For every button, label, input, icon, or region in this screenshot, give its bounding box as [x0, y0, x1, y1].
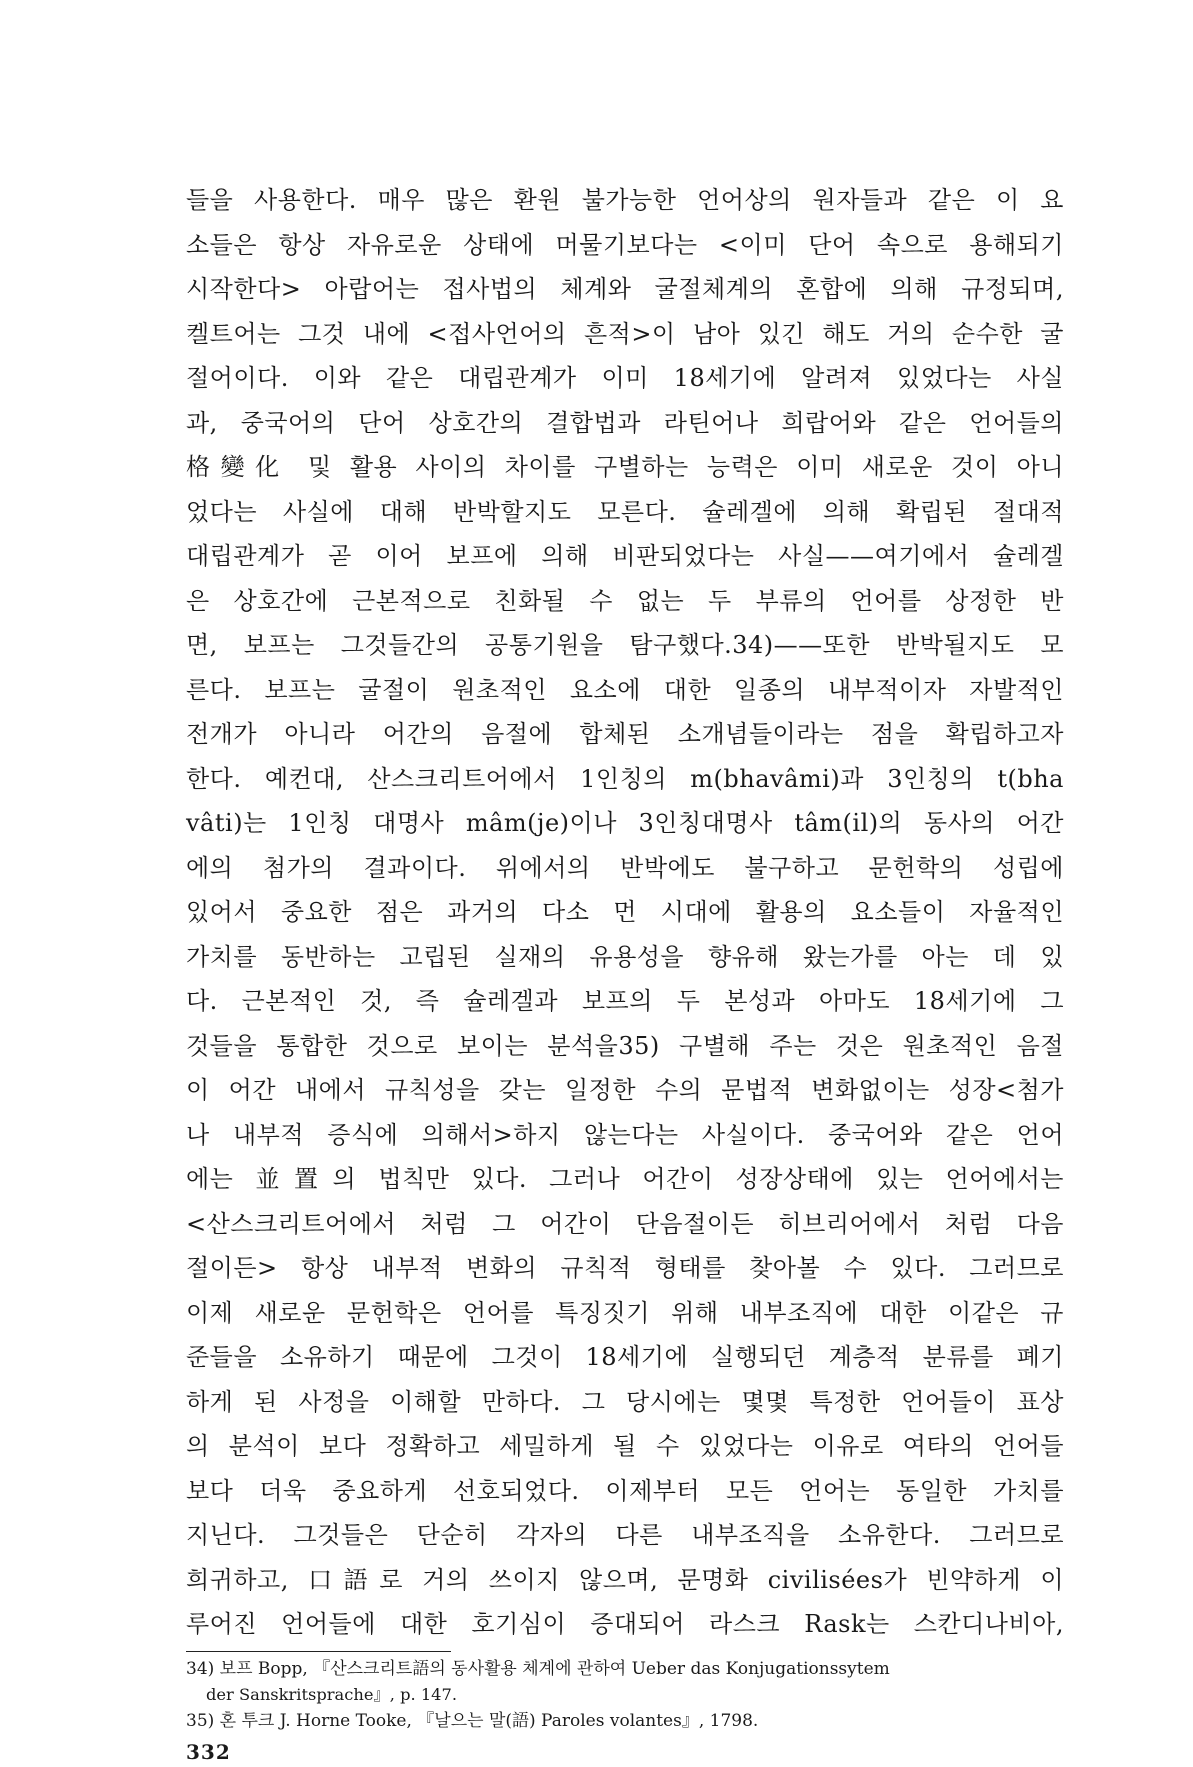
text-line: 대립관계가 곧 이어 보프에 의해 비판되었다는 사실——여기에서 슐레겔 — [186, 542, 1064, 570]
text-line: 었다는 사실에 대해 반박할지도 모른다. 슐레겔에 의해 확립된 절대적 — [186, 497, 1064, 526]
text-line: 이 어간 내에서 규칙성을 갖는 일정한 수의 문법적 변화없이는 성장<첨가 — [186, 1076, 1064, 1104]
text-line: 켈트어는 그것 내에 <접사언어의 흔적>이 남아 있긴 해도 거의 순수한 굴 — [186, 319, 1064, 348]
footnote-35: 35) 혼 투크 J. Horne Tooke, 『날으는 말(語) Paroles volantes』, 1798. — [186, 1711, 759, 1731]
text-line: 루어진 언어들에 대한 호기심이 증대되어 라스크 Rask는 스칸디나비아, — [186, 1610, 1064, 1638]
text-line: 이제 새로운 문헌학은 언어를 특징짓기 위해 내부조직에 대한 이같은 규 — [186, 1298, 1064, 1327]
text-line: 가치를 동반하는 고립된 실재의 유용성을 향유해 왔는가를 아는 데 있 — [186, 942, 1064, 971]
text-line: 절이든> 항상 내부적 변화의 규칙적 형태를 찾아볼 수 있다. 그러므로 — [186, 1254, 1064, 1282]
text-line: 한다. 예컨대, 산스크리트어에서 1인칭의 m(bhavâmi)과 3인칭의 t(bha — [186, 764, 1064, 793]
text-line: 면, 보프는 그것들간의 공통기원을 탐구했다.34)——또한 반박될지도 모 — [186, 631, 1064, 659]
text-line: <산스크리트어에서 처럼 그 어간이 단음절이든 히브리어에서 처럼 다음 — [186, 1209, 1064, 1238]
text-line: 에의 첨가의 결과이다. 위에서의 반박에도 불구하고 문헌학의 성립에 — [186, 853, 1064, 882]
text-line: 소들은 항상 자유로운 상태에 머물기보다는 <이미 단어 속으로 용해되기 — [186, 230, 1064, 259]
text-line: 지닌다. 그것들은 단순히 각자의 다른 내부조직을 소유한다. 그러므로 — [186, 1521, 1064, 1549]
text-line: 하게 된 사정을 이해할 만하다. 그 당시에는 몇몇 특정한 언어들이 표상 — [186, 1387, 1064, 1416]
text-line: 에는 並置의 법칙만 있다. 그러나 어간이 성장상태에 있는 언어에서는 — [186, 1165, 1064, 1193]
text-line: 과, 중국어의 단어 상호간의 결합법과 라틴어나 희랍어와 같은 언어들의 — [186, 408, 1064, 437]
footnote-34-line-1: 34) 보프 Bopp, 『산스크리트語의 동사활용 체계에 관하여 Ueber das Konjugationssytem — [186, 1659, 890, 1679]
text-line: 의 분석이 보다 정확하고 세밀하게 될 수 있었다는 이유로 여타의 언어들 — [186, 1432, 1064, 1460]
text-line: 格變化 및 활용 사이의 차이를 구별하는 능력은 이미 새로운 것이 아니 — [186, 453, 1064, 481]
text-line: 준들을 소유하기 때문에 그것이 18세기에 실행되던 계층적 분류를 폐기 — [186, 1343, 1064, 1371]
text-line: 들을 사용한다. 매우 많은 환원 불가능한 언어상의 원자들과 같은 이 요 — [186, 186, 1064, 214]
text-line: 것들을 통합한 것으로 보이는 분석을35) 구별해 주는 것은 원초적인 음절 — [186, 1031, 1064, 1060]
footnote-divider — [186, 1651, 451, 1652]
body-text — [186, 178, 1064, 1647]
text-line: 은 상호간에 근본적으로 친화될 수 없는 두 부류의 언어를 상정한 반 — [186, 586, 1064, 615]
text-line: 전개가 아니라 어간의 음절에 합체된 소개념들이라는 점을 확립하고자 — [186, 720, 1064, 748]
text-line: 보다 더욱 중요하게 선호되었다. 이제부터 모든 언어는 동일한 가치를 — [186, 1476, 1064, 1505]
text-line: 희귀하고, 口語로 거의 쓰이지 않으며, 문명화 civilisées가 빈약하게 이 — [186, 1565, 1064, 1594]
text-line: 절어이다. 이와 같은 대립관계가 이미 18세기에 알려져 있었다는 사실 — [186, 364, 1064, 392]
footnotes — [186, 1656, 1064, 1734]
text-line: 다. 근본적인 것, 즉 슐레겔과 보프의 두 본성과 아마도 18세기에 그 — [186, 987, 1064, 1015]
page-number: 332 — [186, 1740, 231, 1764]
text-line: 나 내부적 증식에 의해서>하지 않는다는 사실이다. 중국어와 같은 언어 — [186, 1120, 1064, 1149]
footnote-34-line-2: der Sanskritsprache』, p. 147. — [206, 1685, 458, 1704]
text-line: 른다. 보프는 굴절이 원초적인 요소에 대한 일종의 내부적이자 자발적인 — [186, 675, 1064, 704]
text-line: 있어서 중요한 점은 과거의 다소 먼 시대에 활용의 요소들이 자율적인 — [186, 898, 1064, 926]
text-line: 시작한다> 아랍어는 접사법의 체계와 굴절체계의 혼합에 의해 규정되며, — [186, 275, 1064, 303]
text-line: vâti)는 1인칭 대명사 mâm(je)이나 3인칭대명사 tâm(il)의 동사의 어간 — [186, 809, 1064, 837]
